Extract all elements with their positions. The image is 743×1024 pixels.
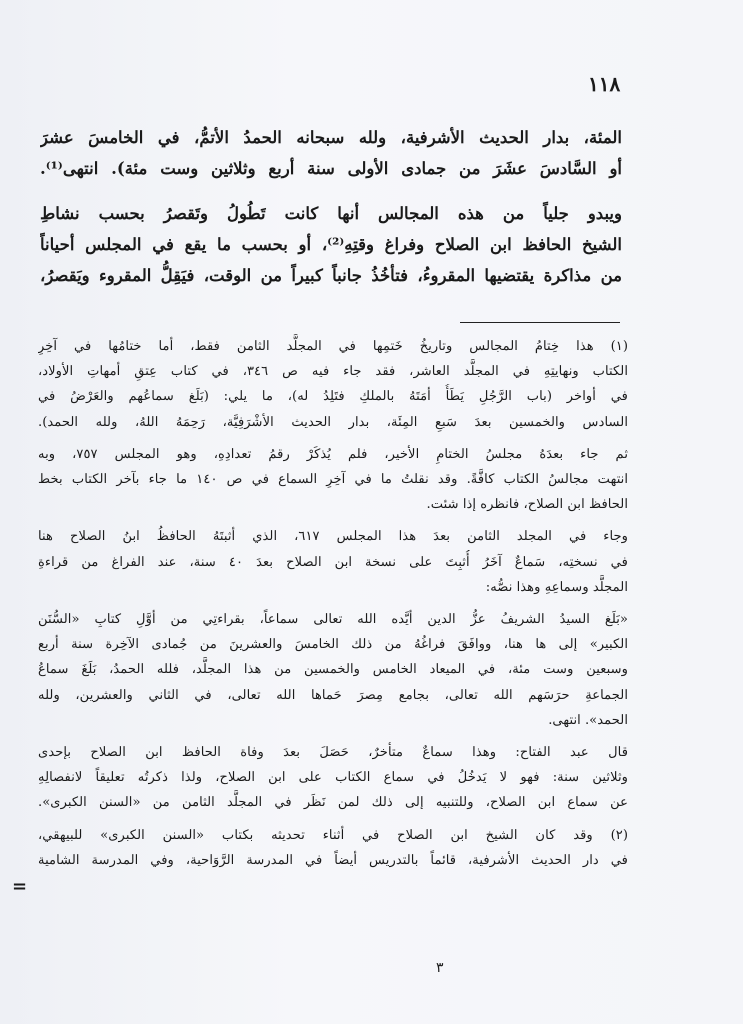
footnote-separator: [460, 322, 620, 323]
main-line: الشيخ الحافظ ابن الصلاح وفراغ وقتِهِ⁽²⁾، أو بحسب ما يقع في المجلس أحياناً: [40, 235, 622, 254]
footnote-line: الكبير» إلى ها هنا، ووافَقَ فراغُهُ من ذلك الخامسَ والعشرينَ من جُمادى الآخِرة سنة أربع: [38, 637, 628, 653]
footnote-line: (١) هذا خِتامُ المجالس وتاريخُ خَتمِها في المجلَّد الثامن فقط، أما ختامُها في آخِرِ: [38, 339, 628, 354]
page-number: ١١٨: [588, 72, 621, 96]
footnote-line: وثلاثين سنة: فهو لا يَدخُلُ في سماع الكتاب على ابن الصلاح، ولذا ذكرتُه تعليقاً لانفصالِهِ: [38, 770, 628, 786]
footnote-line: عن سماع ابن الصلاح، وللتنبيه إلى ذلك لمن نَظَر في المجلَّد الثامن من «السنن الكبرى».: [38, 795, 628, 811]
footnote-line: الكتاب ونهايتِهِ في المجلَّد العاشر، فقد جاء فيه ص ٣٤٦، في كتاب عِتقِ أمهاتِ الأولاد،: [38, 364, 628, 380]
footnote-line: في نسختِه، سَماعٌ آخَرُ أُثبِتَ على نسخة ابن الصلاح بعدَ ٤٠ سنة، عند الفراغ من قراءةِ: [38, 554, 628, 570]
continuation-mark: =: [12, 876, 28, 897]
main-line: أو السَّادسَ عشَرَ من جمادى الأولى سنة أربع وثلاثين وست مئة). انتهى⁽¹⁾.: [40, 159, 622, 178]
footnote-line: ثم جاء بعدَهُ مجلسُ الختامِ الأخير، فلم يُذكَرْ رقمُ تعدادِهِ، وهو المجلس ٧٥٧، وبه: [38, 446, 628, 462]
footnote-line: المجلَّد وسماعِهِ وهذا نصُّه:: [485, 579, 628, 595]
footnote-line: «بَلَغ السيدُ الشريفُ عزُّ الدين أيَّده الله تعالى سماعاً، بقراءتِي من أوَّلِ كتابِ «السُّنَن: [38, 612, 628, 628]
signature-mark: ٣: [436, 960, 444, 976]
footnote-line: في أواخر (باب الرَّجُلِ يَطَأُ أمَتَهُ بالملكِ فتَلِدُ له)، ما يلي: (بَلَغ سماعُهم والعَرْضُ في: [38, 389, 628, 405]
footnote-line: انتهت مجالسُ الكتاب كافَّةً. وقد نقلتُ ما في آخِرِ السماع في ص ١٤٠ ما جاء بآخر الكتاب بخط: [38, 472, 628, 488]
footnote-line: الحمد». انتهى.: [548, 712, 628, 728]
main-line: ويبدو جلياً من هذه المجالس أنها كانت تَطُولُ وتَقصرُ بحسب نشاطِ: [40, 204, 622, 223]
footnote-line: قال عبد الفتاح: وهذا سماعٌ متأخرٌ، حَصَلَ بعدَ وفاة الحافظ ابن الصلاح بإحدى: [38, 745, 628, 761]
footnote-line: (٢) وقد كان الشيخ ابن الصلاح في أثناء تحديثه بكتاب «السنن الكبرى» للبيهقي،: [38, 827, 628, 843]
footnote-line: في دار الحديث الأشرفية، قائماً بالتدريس أيضاً في المدرسة الرَّوَاحية، وفي المدرسة الشامية: [38, 852, 628, 868]
main-line: المئة، بدار الحديث الأشرفية، ولله سبحانه الحمدُ الأتمُّ، في الخامسَ عشرَ: [40, 128, 622, 147]
main-line: من مذاكرة يقتضيها المقروءُ، فتأخُذُ جانباً كبيراً من الوقت، فيَقِلُّ المقروء ويَقصرُ،: [40, 266, 622, 285]
footnote-line: الحافظ ابن الصلاح، فانظره إذا شئت.: [426, 497, 628, 513]
footnote-line: الجماعةِ حرَسَهم الله تعالى، بجامع مِصرَ حَماها الله تعالى، في الثاني والعشرين، ولله: [38, 687, 628, 703]
footnote-line: وجاء في المجلد الثامن بعدَ هذا المجلس ٦١٧، الذي أثبتَهُ الحافظُ ابنُ الصلاح هنا: [38, 529, 628, 545]
footnote-line: السادس والخمسين بعدَ سَبعِ المِئَة، بدار الحديث الأشْرَفِيَّة، رَحِمَهُ اللهُ، ولله الحمد).: [38, 414, 628, 430]
main-text: [40, 122, 622, 291]
footnote-line: وسبعين وست مئة، في الميعاد الخامس والخمسين من هذا المجلَّد، فلله الحمدُ، بَلَغَ سماعُ: [38, 662, 628, 678]
footnotes: [38, 334, 628, 873]
